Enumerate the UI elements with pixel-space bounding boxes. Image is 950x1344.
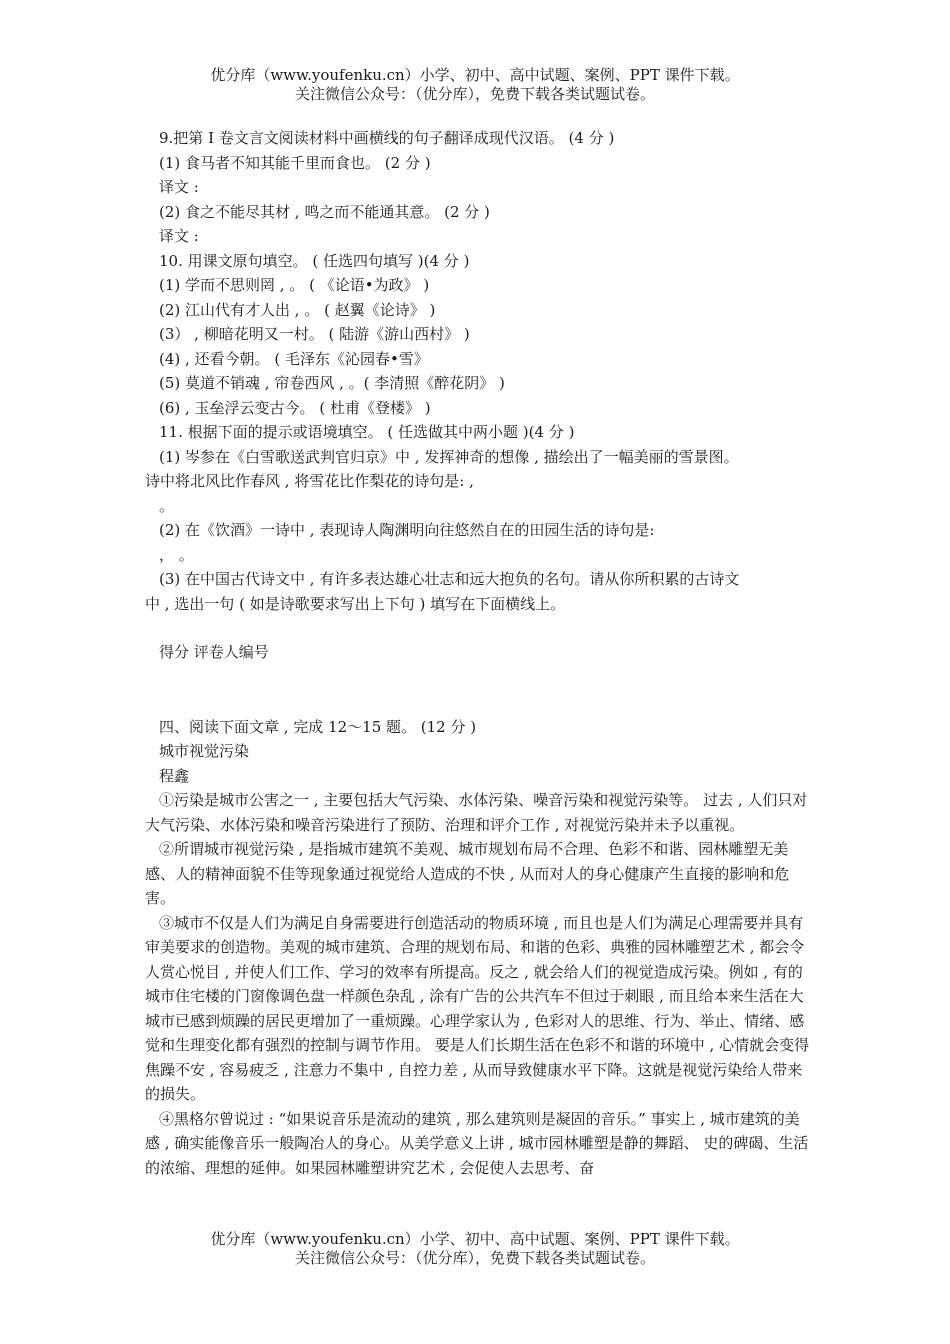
q11-item-1-line-c: 。	[159, 496, 175, 515]
q11-item-2-line-b: ， 。	[159, 545, 194, 564]
q9-translation-2: 译文 :	[159, 227, 199, 245]
q11-item-3-line-b: 中 , 选出一句 ( 如是诗歌要求写出上下句 ) 填写在下面横线上。	[145, 594, 566, 613]
article-title: 城市视觉污染	[159, 742, 250, 760]
header-line-1: 优分库（www.youfenku.cn）小学、初中、高中试题、案例、PPT 课件下载。	[210, 66, 740, 84]
score-row: 得分 评卷人编号	[159, 643, 269, 661]
page-header	[0, 66, 950, 104]
q11-item-2-line-a: (2) 在《饮酒》一诗中 , 表现诗人陶渊明向往悠然自在的田园生活的诗句是:	[159, 521, 655, 539]
q10-item-3: (3） , 柳暗花明又一村。 ( 陆游《游山西村》 )	[159, 325, 470, 343]
q10-item-4: (4) , 还看今朝。 ( 毛泽东《沁园春•雪》	[159, 349, 429, 368]
q10-item-1: (1) 学而不思则罔 , 。 ( 《论语•为政》 )	[159, 276, 430, 294]
section4-title: 四、阅读下面文章 , 完成 12～15 题。 (12 分 )	[159, 717, 477, 736]
q11-title: 11. 根据下面的提示或语境填空。 ( 任选做其中两小题 )(4 分 )	[159, 423, 575, 441]
footer-line-2: 关注微信公众号：（优分库），免费下载各类试题试卷。	[294, 1249, 655, 1267]
document-body	[145, 126, 810, 1180]
article-paragraph-1: ①污染是城市公害之一 , 主要包括大气污染、水体污染、噪音污染和视觉污染等。 过去 , 人们只对大气污染、水体污染和噪音污染进行了预防、治理和评介工作 , 对视觉污染并未予以重视。	[145, 791, 808, 834]
q9-translation-1: 译文 :	[159, 178, 199, 196]
header-line-2: 关注微信公众号：（优分库），免费下载各类试题试卷。	[294, 85, 655, 103]
page-footer	[0, 1230, 950, 1268]
q11-item-1-line-a: (1) 岑参在《白雪歌送武判官归京》中 , 发挥神奇的想像 , 描绘出了一幅美丽的雪景图。	[159, 447, 739, 466]
q11-item-1-line-b: 诗中将北风比作春风 , 将雪花比作梨花的诗句是: ,	[145, 472, 474, 490]
q10-item-2: (2) 江山代有才人出 , 。 ( 赵翼《论诗》 )	[159, 300, 436, 319]
q10-item-6: (6) , 玉垒浮云变古今。 ( 杜甫《登楼》 )	[159, 398, 431, 417]
article-author: 程鑫	[159, 766, 190, 785]
q10-item-5: (5) 莫道不销魂 , 帘卷西风 , 。( 李清照《醉花阴》 )	[159, 374, 505, 392]
q11-item-3-line-a: (3) 在中国古代诗文中 , 有许多表达雄心壮志和远大抱负的名句。请从你所积累的古诗文	[159, 570, 740, 588]
q9-item-1: (1) 食马者不知其能千里而食也。 (2 分 )	[159, 153, 431, 172]
article-paragraph-2: ②所谓城市视觉污染 , 是指城市建筑不美观、城市规划布局不合理、色彩不和谐、园林雕塑无美感、人的精神面貌不佳等现象通过视觉给人造成的不快 , 从而对人的身心健康产生直接的影响和危害。	[145, 840, 790, 907]
q9-item-2: (2) 食之不能尽其材 , 鸣之而不能通其意。 (2 分 )	[159, 202, 490, 221]
article-paragraph-4: ④黑格尔曾说过 : “如果说音乐是流动的建筑 , 那么建筑则是凝固的音乐。” 事实上 , 城市建筑的美感 , 确实能像音乐一般陶冶人的身心。从美学意义上讲 , 城市园林雕塑是静的舞蹈、 史的碑碣、生活的浓缩、理想的延伸。如果园林雕塑讲究艺术 , 会促使人去思考、奋	[145, 1109, 809, 1177]
q10-title: 10. 用课文原句填空。 ( 任选四句填写 )(4 分 )	[159, 251, 470, 270]
article-paragraph-3: ③城市不仅是人们为满足自身需要进行创造活动的物质环境 , 而且也是人们为满足心理需要并具有审美要求的创造物。美观的城市建筑、合理的规划布局、和谐的色彩、典雅的园林雕塑艺术 , 都会令人赏心悦目 , 并使人们工作、学习的效率有所提高。反之 , 就会给人们的视觉造成污染。例如 , 有的城市住宅楼的门窗像调色盘一样颜色杂乱 , 涂有广告的公共汽车不但过于刺眼 , 而且给本来生活在大城市已感到烦躁的居民更增加了一重烦躁。心理学家认为 , 色彩对人的思维、行为、举止、情绪、感觉和生理变化都有强烈的控制与调节作用。 要是人们长期生活在色彩不和谐的环境中 , 心情就会变得焦躁不安 , 容易疲乏 , 注意力不集中 , 自控力差 , 从而导致健康水平下降。这就是视觉污染给人带来的损失。	[145, 913, 810, 1103]
q9-title: 9.把第 I 卷文言文阅读材料中画横线的句子翻译成现代汉语。 (4 分 )	[159, 129, 615, 147]
footer-line-1: 优分库（www.youfenku.cn）小学、初中、高中试题、案例、PPT 课件下载。	[210, 1230, 740, 1248]
